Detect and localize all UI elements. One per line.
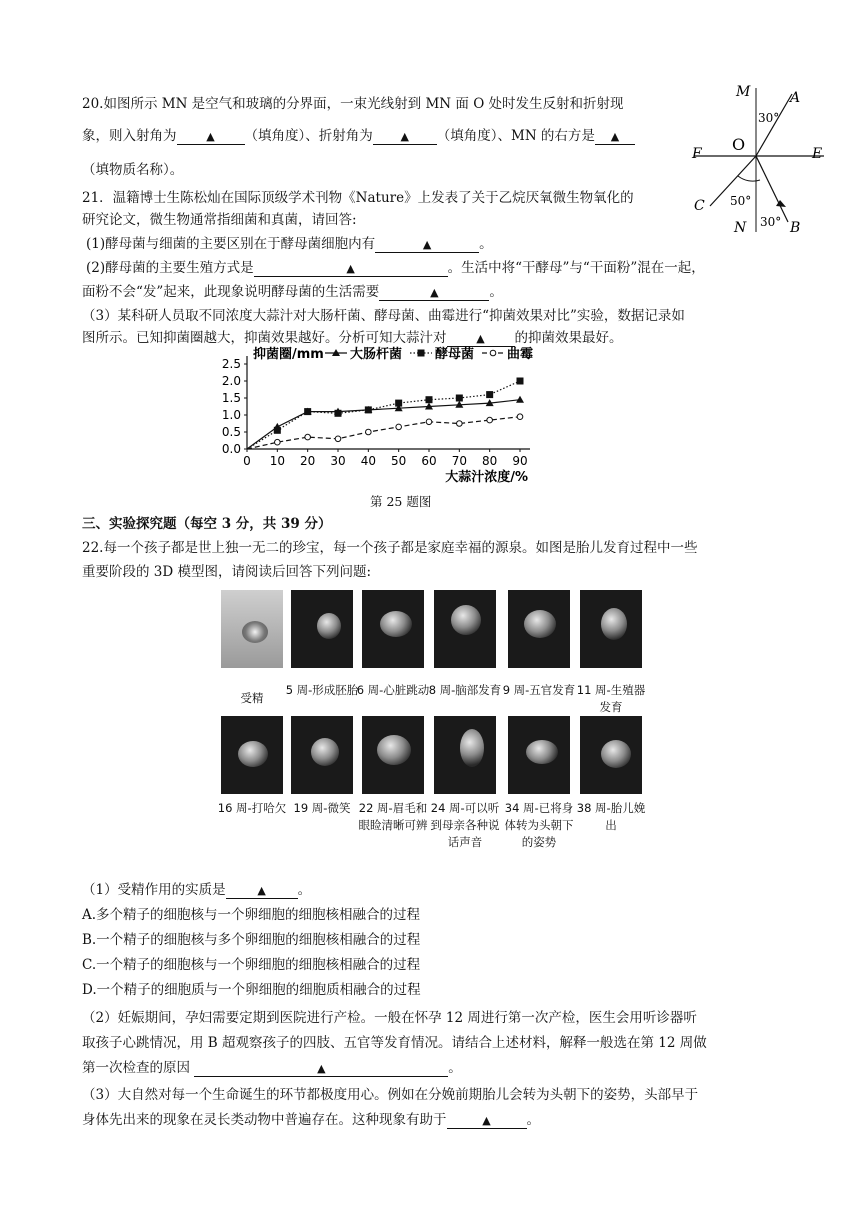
legend-label: 曲霉 (507, 347, 534, 362)
q22-sub3: （3）大自然对每一个生命诞生的环节都极度用心。例如在分娩前期胎儿会转为头朝下的姿势，头部早于 (82, 1087, 699, 1103)
label-B: B (790, 220, 801, 236)
y-tick-label: 1.0 (221, 408, 241, 422)
fetal-stage-image (434, 716, 496, 794)
label-C: C (694, 198, 705, 214)
data-point-circle (487, 417, 493, 423)
label-O: O (732, 135, 746, 154)
data-point-square (274, 427, 281, 434)
section-heading: 三、实验探究题（每空 3 分，共 39 分） (82, 516, 332, 532)
fetal-stage-image (580, 716, 642, 794)
fetal-stage-caption: 19 周-微笑 (293, 801, 351, 815)
y-tick-label: 0.0 (221, 442, 241, 456)
fetal-stage-caption: 38 周-胎儿娩出 (576, 801, 646, 832)
data-point-circle (396, 424, 402, 430)
x-tick-label: 30 (330, 454, 346, 468)
y-axis-label: 抑菌圈/mm (253, 347, 324, 362)
answer-blank[interactable]: ▲ (226, 883, 298, 899)
legend-label: 酵母菌 (435, 347, 475, 362)
fetal-stage-caption: 11 周-生殖器发育 (576, 683, 646, 714)
fetal-stage-caption: 24 周-可以听到母亲各种说话声音 (430, 801, 500, 849)
legend-marker (490, 350, 496, 356)
antibacterial-chart (215, 342, 545, 492)
data-point-square (456, 395, 463, 402)
answer-blank[interactable]: ▲ (379, 285, 489, 301)
fetal-stage-image (221, 716, 283, 794)
answer-blank[interactable]: ▲ (447, 1113, 527, 1129)
ray-OA (756, 94, 792, 156)
data-point-square (426, 396, 433, 403)
data-point-triangle (516, 396, 524, 403)
label-angle-bottom: 30° (760, 215, 782, 229)
x-axis-label: 大蒜汁浓度/% (445, 470, 528, 485)
y-tick-label: 1.5 (221, 391, 241, 405)
q21-part3: （3）某科研人员取不同浓度大蒜汁对大肠杆菌、酵母菌、曲霉进行“抑菌效果对比”实验，数据记录如 (82, 308, 685, 324)
label-E: E (812, 146, 823, 162)
q22-line1: 22.每一个孩子都是世上独一无二的珍宝，每一个孩子都是家庭幸福的源泉。如图是胎儿发育过程中一些 (82, 540, 698, 556)
label-F: F (692, 146, 702, 162)
label-angle-mid: 50° (730, 194, 752, 208)
q21-part1: (1)酵母菌与细菌的主要区别在于酵母菌细胞内有 ▲ 。 (86, 236, 493, 252)
x-tick-label: 60 (421, 454, 437, 468)
fetal-stage-caption: 22 周-眉毛和眼睑清晰可辨 (358, 801, 428, 832)
fetal-stage-caption: 6 周-心脏跳动 (356, 683, 430, 697)
data-point-square (395, 400, 402, 407)
q22-line2: 重要阶段的 3D 模型图，请阅读后回答下列问题: (82, 564, 372, 580)
q20-line3: （填物质名称）。 (82, 162, 184, 178)
label-A: A (790, 90, 801, 106)
data-point-circle (366, 429, 372, 435)
q21-part3-cont: 图所示。已知抑菌圈越大，抑菌效果越好。分析可知大蒜汁对 ▲ 的抑菌效果最好。 (82, 330, 623, 346)
y-tick-label: 0.5 (221, 425, 241, 439)
option-a: A.多个精子的细胞核与一个卵细胞的细胞核相融合的过程 (82, 907, 421, 923)
x-tick-label: 40 (360, 454, 376, 468)
ray-OB (756, 156, 788, 222)
fetal-stage-image (291, 716, 353, 794)
fetal-stage-image (508, 590, 570, 668)
series-line-square (247, 381, 520, 449)
fetal-stage-image (291, 590, 353, 668)
fetal-stage-caption: 5 周-形成胚胎 (285, 683, 359, 697)
answer-blank[interactable]: ▲ (373, 129, 437, 145)
label-N: N (734, 220, 747, 236)
q22-sub2: （2）妊娠期间，孕妇需要定期到医院进行产检。一般在怀孕 12 周进行第一次产检，医生会用听诊器听 (82, 1010, 697, 1026)
option-d: D.一个精子的细胞质与一个卵细胞的细胞质相融合的过程 (82, 982, 421, 998)
data-point-square (486, 391, 493, 398)
fetal-stage-image (434, 590, 496, 668)
q21-line1: 21．温籍博士生陈松灿在国际顶级学术刊物《Nature》上发表了关于乙烷厌氧微生物氧化的 (82, 190, 634, 206)
figure-caption: 第 25 题图 (370, 494, 432, 509)
fetal-stage-caption: 9 周-五官发育 (502, 683, 576, 697)
angle-arc (738, 176, 760, 181)
q22-sub2-line2: 取孩子心跳情况，用 B 超观察孩子的四肢、五官等发育情况。请结合上述材料，解释一般选在第 12 周做 (82, 1035, 707, 1051)
x-tick-label: 70 (451, 454, 467, 468)
x-tick-label: 90 (512, 454, 528, 468)
y-tick-label: 2.5 (221, 357, 241, 371)
data-point-circle (426, 419, 432, 425)
data-point-circle (305, 434, 311, 440)
light-refraction-diagram (690, 80, 830, 240)
answer-blank[interactable]: ▲ (194, 1061, 448, 1077)
fetal-stage-caption: 受精 (240, 691, 264, 705)
q20-line2: 象，则入射角为 ▲ （填角度）、折射角为 ▲ （填角度）、MN 的右方是 ▲ (82, 124, 635, 145)
fetal-stage-image (362, 590, 424, 668)
q21-part2: (2)酵母菌的主要生殖方式是 ▲ 。生活中将“干酵母”与“干面粉”混在一起， (86, 260, 705, 276)
answer-blank[interactable]: ▲ (177, 129, 245, 145)
data-point-circle (457, 421, 463, 427)
data-point-circle (275, 439, 281, 445)
label-angle-top: 30° (758, 111, 780, 125)
fetal-stage-image (580, 590, 642, 668)
data-point-circle (517, 414, 523, 420)
y-tick-label: 2.0 (221, 374, 241, 388)
x-tick-label: 50 (391, 454, 407, 468)
data-point-square (335, 410, 342, 417)
x-tick-label: 0 (243, 454, 251, 468)
data-point-circle (335, 436, 341, 442)
data-point-square (365, 406, 372, 413)
q21-line2: 研究论文，微生物通常指细菌和真菌，请回答: (82, 212, 357, 228)
label-M: M (736, 84, 751, 100)
answer-blank[interactable]: ▲ (254, 261, 448, 277)
answer-blank[interactable]: ▲ (447, 331, 515, 347)
fetal-stage-image (221, 590, 283, 668)
answer-blank[interactable]: ▲ (595, 129, 635, 145)
answer-blank[interactable]: ▲ (375, 237, 479, 253)
fetal-stage-image (508, 716, 570, 794)
q20-line1: 20.如图所示 MN 是空气和玻璃的分界面，一束光线射到 MN 面 O 处时发生反射和折射现 (82, 96, 624, 112)
fetal-stage-caption: 8 周-脑部发育 (428, 683, 502, 697)
fetal-stage-image (362, 716, 424, 794)
fetal-stage-caption: 34 周-已将身体转为头朝下的姿势 (504, 801, 574, 849)
option-b: B.一个精子的细胞核与多个卵细胞的细胞核相融合的过程 (82, 932, 421, 948)
q22-sub2-line3: 第一次检查的原因 ▲ 。 (82, 1060, 462, 1076)
q22-sub1: （1）受精作用的实质是 ▲ 。 (82, 882, 312, 898)
x-tick-label: 80 (482, 454, 498, 468)
legend-marker (418, 350, 425, 357)
q21-part2-cont: 面粉不会“发”起来，此现象说明酵母菌的生活需要 ▲ 。 (82, 284, 503, 300)
x-tick-label: 10 (269, 454, 285, 468)
data-point-square (304, 408, 311, 415)
data-point-square (517, 378, 524, 385)
x-tick-label: 20 (300, 454, 316, 468)
q22-sub3-line2: 身体先出来的现象在灵长类动物中普遍存在。这种现象有助于 ▲ 。 (82, 1112, 540, 1128)
fetal-stage-caption: 16 周-打哈欠 (217, 801, 287, 815)
option-c: C.一个精子的细胞核与一个卵细胞的细胞核相融合的过程 (82, 957, 421, 973)
legend-label: 大肠杆菌 (350, 347, 403, 362)
